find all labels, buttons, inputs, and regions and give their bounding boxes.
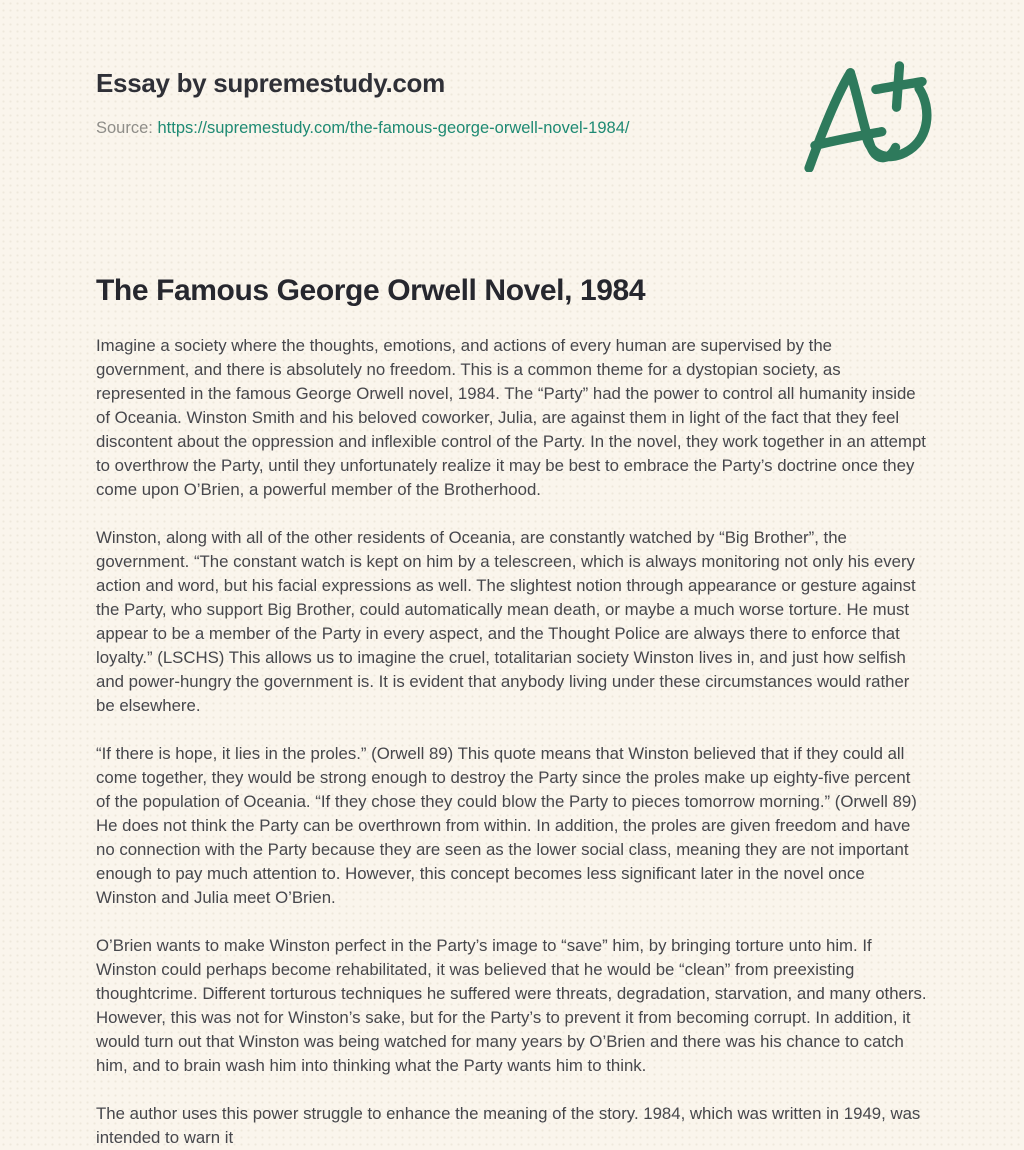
header-text-block <box>96 60 629 138</box>
source-url-text: https://supremestudy.com/the-famous-george-orwell-novel-1984/ <box>157 119 630 137</box>
essay-paragraph: Imagine a society where the thoughts, emotions, and actions of every human are supervised by the government, and there is absolutely no freedom. This is a common theme for a dystopian society, as represented in the famous George Orwell novel, 1984. The “Party” had the power to control all humanity inside of Oceania. Winston Smith and his beloved coworker, Julia, are against them in light of the fact that they feel discontent about the oppression and inflexible control of the Party. In the novel, they work together in an attempt to overthrow the Party, until they unfortunately realize it may be best to embrace the Party’s doctrine once they come upon O’Brien, a powerful member of the Brotherhood. <box>96 336 926 499</box>
essay-paragraph: The author uses this power struggle to enhance the meaning of the story. 1984, which was written in 1949, was intended to warn it <box>96 1104 921 1147</box>
essay-body <box>96 334 928 1150</box>
essay-paragraph: O’Brien wants to make Winston perfect in the Party’s image to “save” him, by bringing torture unto him. If Winston could perhaps become rehabilitated, it was believed that he would be “clean” from preexisting thoughtcrime. Different torturous techniques he suffered were threats, degradation, starvation, and many others. However, this was not for Winston’s sake, but for the Party’s to prevent it from becoming corrupt. In addition, it would turn out that Winston was being watched for many years by O’Brien and there was his chance to catch him, and to brain wash him into thinking what the Party wants him to think. <box>96 936 927 1075</box>
essay-by-heading: Essay by supremestudy.com <box>96 68 445 98</box>
source-label: Source: <box>96 119 153 137</box>
article-title: The Famous George Orwell Novel, 1984 <box>96 274 646 307</box>
a-plus-logo <box>800 60 938 172</box>
page-header <box>96 60 928 172</box>
essay-paragraph: Winston, along with all of the other residents of Oceania, are constantly watched by “Big Brother”, the government. “The constant watch is kept on him by a telescreen, which is always monitoring not only his every action and word, but his facial expressions as well. The slightest notion through appearance or gesture against the Party, who support Big Brother, could automatically mean death, or maybe a much worse torture. He must appear to be a member of the Party in every aspect, and the Thought Police are always there to enforce that loyalty.” (LSCHS) This allows us to imagine the cruel, totalitarian society Winston lives in, and just how selfish and power-hungry the government is. It is evident that anybody living under these circumstances would rather be elsewhere. <box>96 528 916 715</box>
essay-paragraph: “If there is hope, it lies in the proles.” (Orwell 89) This quote means that Winston believed that if they could all come together, they would be strong enough to destroy the Party since the proles make up eighty-five percent of the population of Oceania. “If they chose they could blow the Party to pieces tomorrow morning.” (Orwell 89) He does not think the Party can be overthrown from within. In addition, the proles are given freedom and have no connection with the Party because they are seen as the lower social class, meaning they are not important enough to pay much attention to. However, this concept becomes less significant later in the novel once Winston and Julia meet O’Brien. <box>96 744 917 907</box>
source-line <box>96 119 629 138</box>
source-link[interactable] <box>157 119 629 137</box>
